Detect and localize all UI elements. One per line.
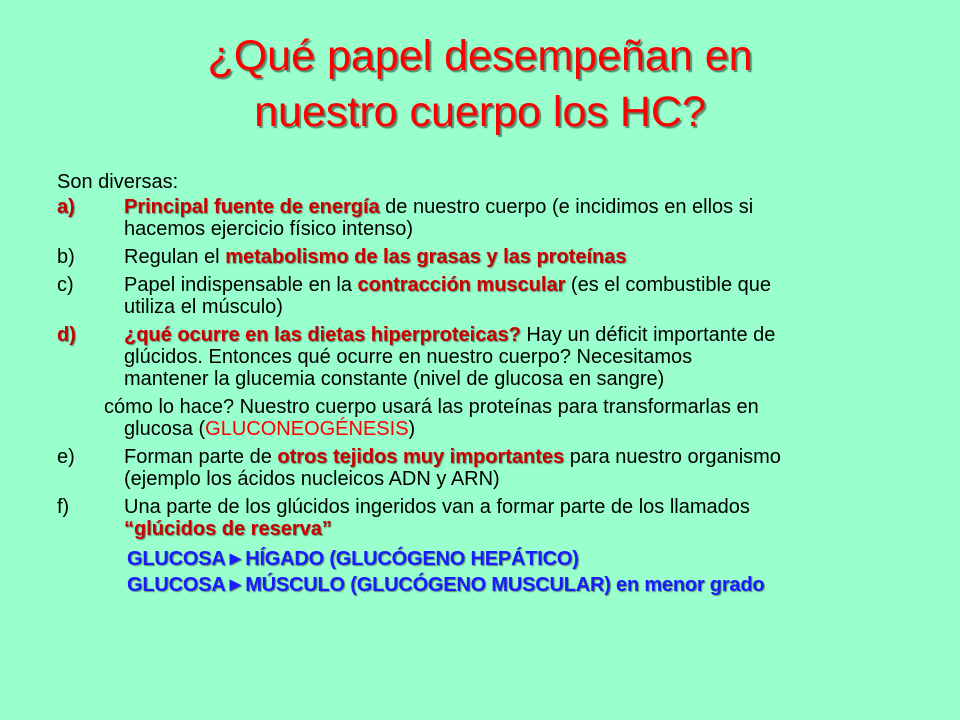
continuation-paragraph bbox=[57, 396, 917, 440]
highlight-text: contracción muscular bbox=[357, 274, 566, 296]
item-text: glúcidos. Entonces qué ocurre en nuestro cuerpo? Necesitamos bbox=[124, 346, 693, 368]
list-marker: f) bbox=[57, 496, 70, 518]
gluconeogenesis-term: GLUCONEOGÉNESIS bbox=[205, 418, 409, 440]
title-line-2: nuestro cuerpo los HC? bbox=[254, 88, 706, 136]
intro-text: Son diversas: bbox=[57, 171, 179, 193]
list-marker: b) bbox=[57, 246, 75, 268]
list-item-e bbox=[57, 446, 917, 490]
list-item-c bbox=[57, 274, 917, 318]
slide-title bbox=[60, 28, 900, 140]
list-marker: c) bbox=[57, 274, 74, 296]
pathway-line-muscle: GLUCOSA►MÚSCULO (GLUCÓGENO MUSCULAR) en menor grado bbox=[127, 574, 765, 596]
list-item-b bbox=[57, 246, 917, 268]
list-marker: e) bbox=[57, 446, 75, 468]
slide-body bbox=[57, 171, 917, 596]
list-marker: a) bbox=[57, 196, 75, 218]
item-text: Forman parte de bbox=[124, 446, 278, 468]
pathway-line-liver: GLUCOSA►HÍGADO (GLUCÓGENO HEPÁTICO) bbox=[127, 548, 579, 570]
list-marker: d) bbox=[57, 324, 76, 346]
item-text: Regulan el bbox=[124, 246, 226, 268]
continuation-text: cómo lo hace? Nuestro cuerpo usará las proteínas para transformarlas en bbox=[104, 396, 759, 418]
item-text: para nuestro organismo bbox=[564, 446, 781, 468]
continuation-text: ) bbox=[408, 418, 416, 440]
item-text: Una parte de los glúcidos ingeridos van a formar parte de los llamados bbox=[124, 496, 750, 518]
title-line-1: ¿Qué papel desempeñan en bbox=[207, 32, 753, 80]
item-text: Papel indispensable en la bbox=[124, 274, 358, 296]
item-text: utiliza el músculo) bbox=[124, 296, 283, 318]
item-text: (ejemplo los ácidos nucleicos ADN y ARN) bbox=[124, 468, 500, 490]
item-text: Hay un déficit importante de bbox=[520, 324, 776, 346]
list-item-a bbox=[57, 196, 917, 240]
item-text: mantener la glucemia constante (nivel de glucosa en sangre) bbox=[124, 368, 665, 390]
item-text: de nuestro cuerpo (e incidimos en ellos si bbox=[379, 196, 754, 218]
highlight-text: otros tejidos muy importantes bbox=[277, 446, 565, 468]
list-item-d bbox=[57, 324, 917, 390]
item-text: (es el combustible que bbox=[565, 274, 772, 296]
highlight-text: Principal fuente de energía bbox=[124, 196, 380, 218]
highlight-text: ¿qué ocurre en las dietas hiperproteicas? bbox=[124, 324, 521, 346]
item-text: hacemos ejercicio físico intenso) bbox=[124, 218, 414, 240]
continuation-text: glucosa ( bbox=[124, 418, 206, 440]
highlight-text: metabolismo de las grasas y las proteínas bbox=[225, 246, 627, 268]
highlight-text: “glúcidos de reserva” bbox=[124, 518, 332, 540]
list-item-f bbox=[57, 496, 917, 540]
